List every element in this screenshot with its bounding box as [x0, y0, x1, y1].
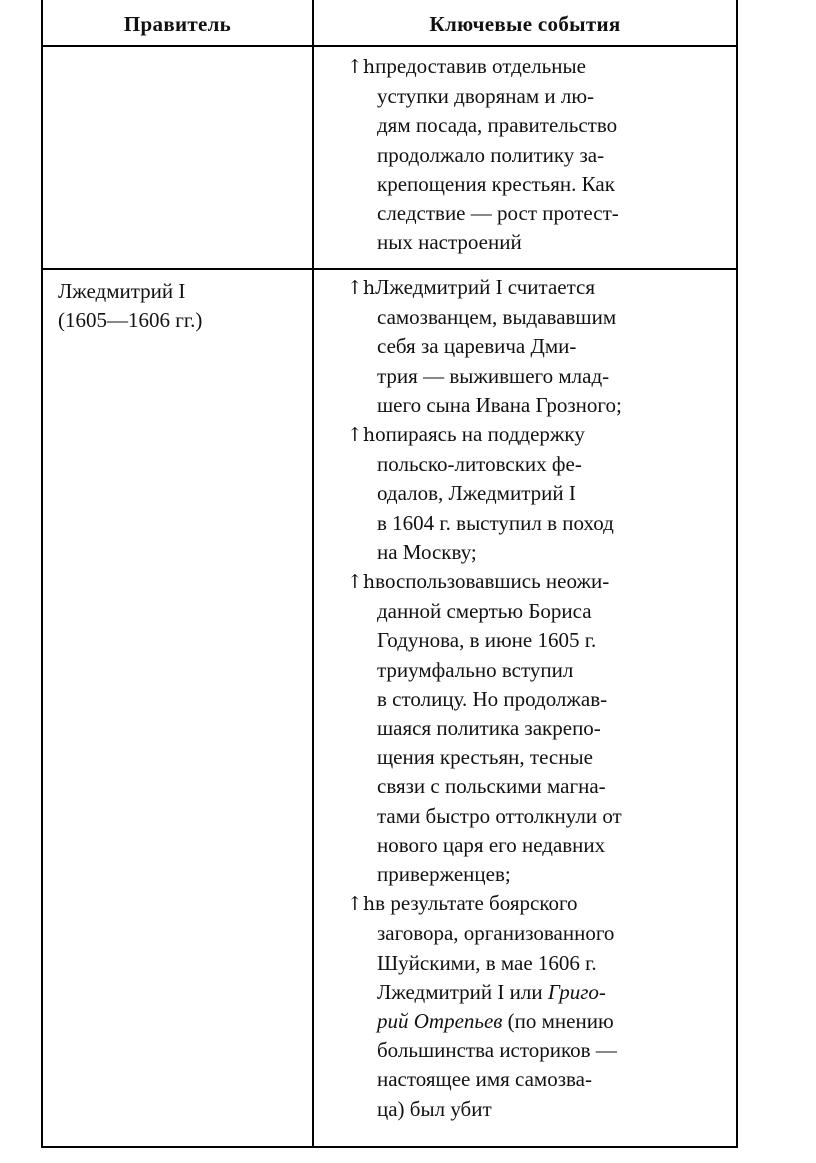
event-line: заговора, организованного: [377, 921, 615, 946]
event-line: триумфально вступил: [377, 657, 574, 682]
event-line: связи с польскими магна-: [377, 774, 606, 799]
bullet-marker: ↑h: [347, 56, 376, 78]
italic-name-part: Григо-: [547, 979, 606, 1004]
column-header-ruler: Правитель: [123, 11, 232, 36]
bullet-marker: ↑h: [347, 571, 376, 594]
event-line: настоящее имя самозва-: [377, 1067, 592, 1092]
event-line: ца) был убит: [377, 1096, 492, 1121]
event-line: нового царя его недавних: [377, 832, 606, 857]
event-line: (по мнению: [502, 1009, 614, 1034]
event-line: тами быстро оттолкнули от: [377, 803, 622, 828]
bullet-marker: ↑h: [347, 893, 376, 916]
event-line: в результате боярского: [375, 891, 578, 916]
event-line: польско-литовских фе-: [377, 452, 582, 477]
event-line: в 1604 г. выступил в поход: [377, 510, 614, 535]
table-border-right: [736, 0, 738, 1148]
header-divider: [41, 45, 738, 47]
event-line: предоставив отдельные: [375, 54, 586, 78]
row-2-ruler-cell: [58, 277, 202, 335]
event-line: воспользовавшись неожи-: [375, 569, 610, 594]
event-line: Годунова, в июне 1605 г.: [377, 628, 597, 653]
event-line: данной смертью Бориса: [377, 599, 592, 624]
table-border-left: [41, 0, 43, 1148]
event-item: [347, 52, 727, 257]
event-line: продолжало политику за-: [377, 142, 605, 167]
event-line: дям посада, правительство: [377, 113, 618, 138]
event-line: себя за царевича Дми-: [377, 334, 577, 359]
event-line: трия — выжившего млад-: [377, 363, 610, 388]
event-line: крепощения крестьян. Как: [377, 171, 615, 196]
event-line: Шуйскими, в мае 1606 г.: [377, 950, 597, 975]
event-line: приверженцев;: [377, 862, 511, 887]
event-line: следствие — рост протест-: [377, 201, 619, 226]
table-column-divider: [312, 0, 314, 1148]
row-divider: [41, 268, 738, 270]
event-line: одалов, Лжедмитрий I: [377, 481, 576, 506]
table-border-bottom: [41, 1146, 738, 1148]
ruler-name: Лжедмитрий I: [58, 279, 186, 303]
event-line: большинства историков —: [377, 1038, 617, 1063]
event-item: [347, 889, 727, 1124]
row-1-events-cell: [347, 52, 727, 257]
event-item: [347, 273, 727, 420]
event-line: щения крестьян, тесные: [377, 745, 593, 770]
bullet-marker: ↑h: [347, 277, 376, 299]
event-line: в столицу. Но продолжав-: [377, 686, 608, 711]
ruler-years: (1605—1606 гг.): [58, 308, 203, 332]
event-line: уступки дворянам и лю-: [377, 84, 595, 109]
event-item: [347, 420, 727, 567]
event-line: Лжедмитрий I считается: [375, 275, 595, 299]
row-2-events-cell: [347, 273, 727, 1124]
event-line: Лжедмитрий I или: [377, 979, 548, 1004]
event-line: самозванцем, выдававшим: [377, 305, 617, 330]
event-line: шаяся политика закрепо-: [377, 716, 601, 741]
event-line: на Москву;: [377, 539, 477, 564]
event-line: ных настроений: [377, 230, 522, 255]
italic-name-part: рий Отрепьев: [377, 1009, 503, 1034]
bullet-marker: ↑h: [347, 424, 376, 447]
event-line: опираясь на поддержку: [375, 422, 585, 447]
event-item: [347, 567, 727, 889]
event-line: шего сына Ивана Грозного;: [377, 392, 622, 417]
column-header-events: Ключевые события: [429, 11, 621, 36]
